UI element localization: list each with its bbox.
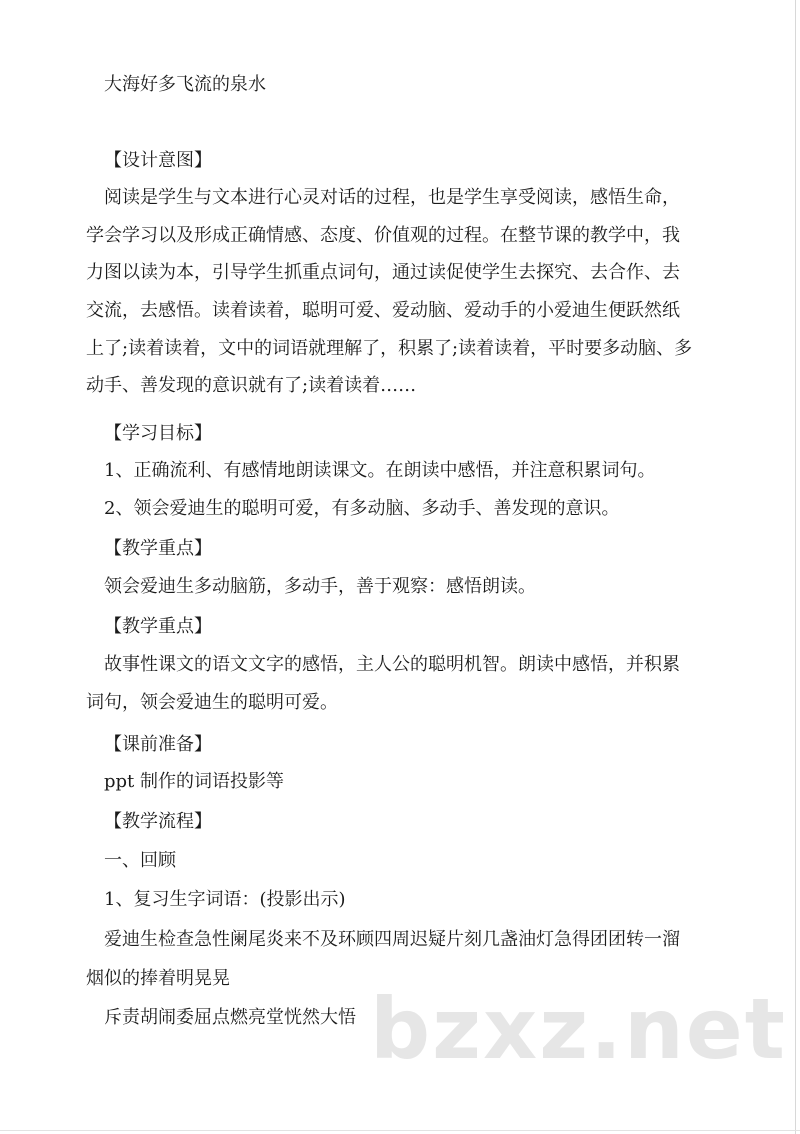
vocabulary-line: 烟似的捧着明晃晃 bbox=[86, 968, 230, 989]
section-heading-key-points: 【教学重点】 bbox=[104, 538, 212, 559]
paragraph-line: 故事性课文的语文文字的感悟，主人公的聪明机智。朗读中感悟，并积累 bbox=[104, 654, 680, 675]
paragraph-line: ppt 制作的词语投影等 bbox=[104, 771, 284, 792]
page-edge-bottom bbox=[0, 1130, 800, 1131]
goal-item: 2、领会爱迪生的聪明可爱，有多动脑、多动手、善发现的意识。 bbox=[104, 498, 620, 519]
paragraph-line: 学会学习以及形成正确情感、态度、价值观的过程。在整节课的教学中，我 bbox=[86, 225, 680, 246]
paragraph-line: 力图以读为本，引导学生抓重点词句，通过读促使学生去探究、去合作、去 bbox=[86, 262, 680, 283]
paragraph-line: 交流，去感悟。读着读着，聪明可爱、爱动脑、爱动手的小爱迪生便跃然纸 bbox=[86, 300, 680, 321]
section-heading-goals: 【学习目标】 bbox=[104, 423, 212, 444]
section-heading-preparation: 【课前准备】 bbox=[104, 734, 212, 755]
paragraph-line: 阅读是学生与文本进行心灵对话的过程，也是学生享受阅读，感悟生命， bbox=[104, 187, 680, 208]
paragraph-line: 词句，领会爱迪生的聪明可爱。 bbox=[86, 692, 338, 713]
paragraph-line: 上了;读着读着，文中的词语就理解了，积累了;读着读着，平时要多动脑、多 bbox=[86, 338, 693, 359]
process-step: 一、回顾 bbox=[104, 850, 176, 871]
paragraph-line: 领会爱迪生多动脑筋，多动手，善于观察：感悟朗读。 bbox=[104, 576, 536, 597]
watermark-logo: bzxz.net bbox=[370, 980, 787, 1078]
section-heading-process: 【教学流程】 bbox=[104, 811, 212, 832]
goal-item: 1、正确流利、有感情地朗读课文。在朗读中感悟，并注意积累词句。 bbox=[104, 460, 656, 481]
page-edge-right bbox=[795, 0, 796, 1134]
paragraph-line: 动手、善发现的意识就有了;读着读着…… bbox=[86, 375, 417, 396]
document-title: 大海好多飞流的泉水 bbox=[104, 74, 266, 95]
section-heading-design-intent: 【设计意图】 bbox=[104, 150, 212, 171]
vocabulary-line: 爱迪生检查急性阑尾炎来不及环顾四周迟疑片刻几盏油灯急得团团转一溜 bbox=[104, 929, 680, 950]
section-heading-key-points-2: 【教学重点】 bbox=[104, 616, 212, 637]
vocabulary-line: 斥责胡闹委屈点燃亮堂恍然大悟 bbox=[104, 1007, 356, 1028]
process-step: 1、复习生字词语：(投影出示) bbox=[104, 889, 346, 910]
